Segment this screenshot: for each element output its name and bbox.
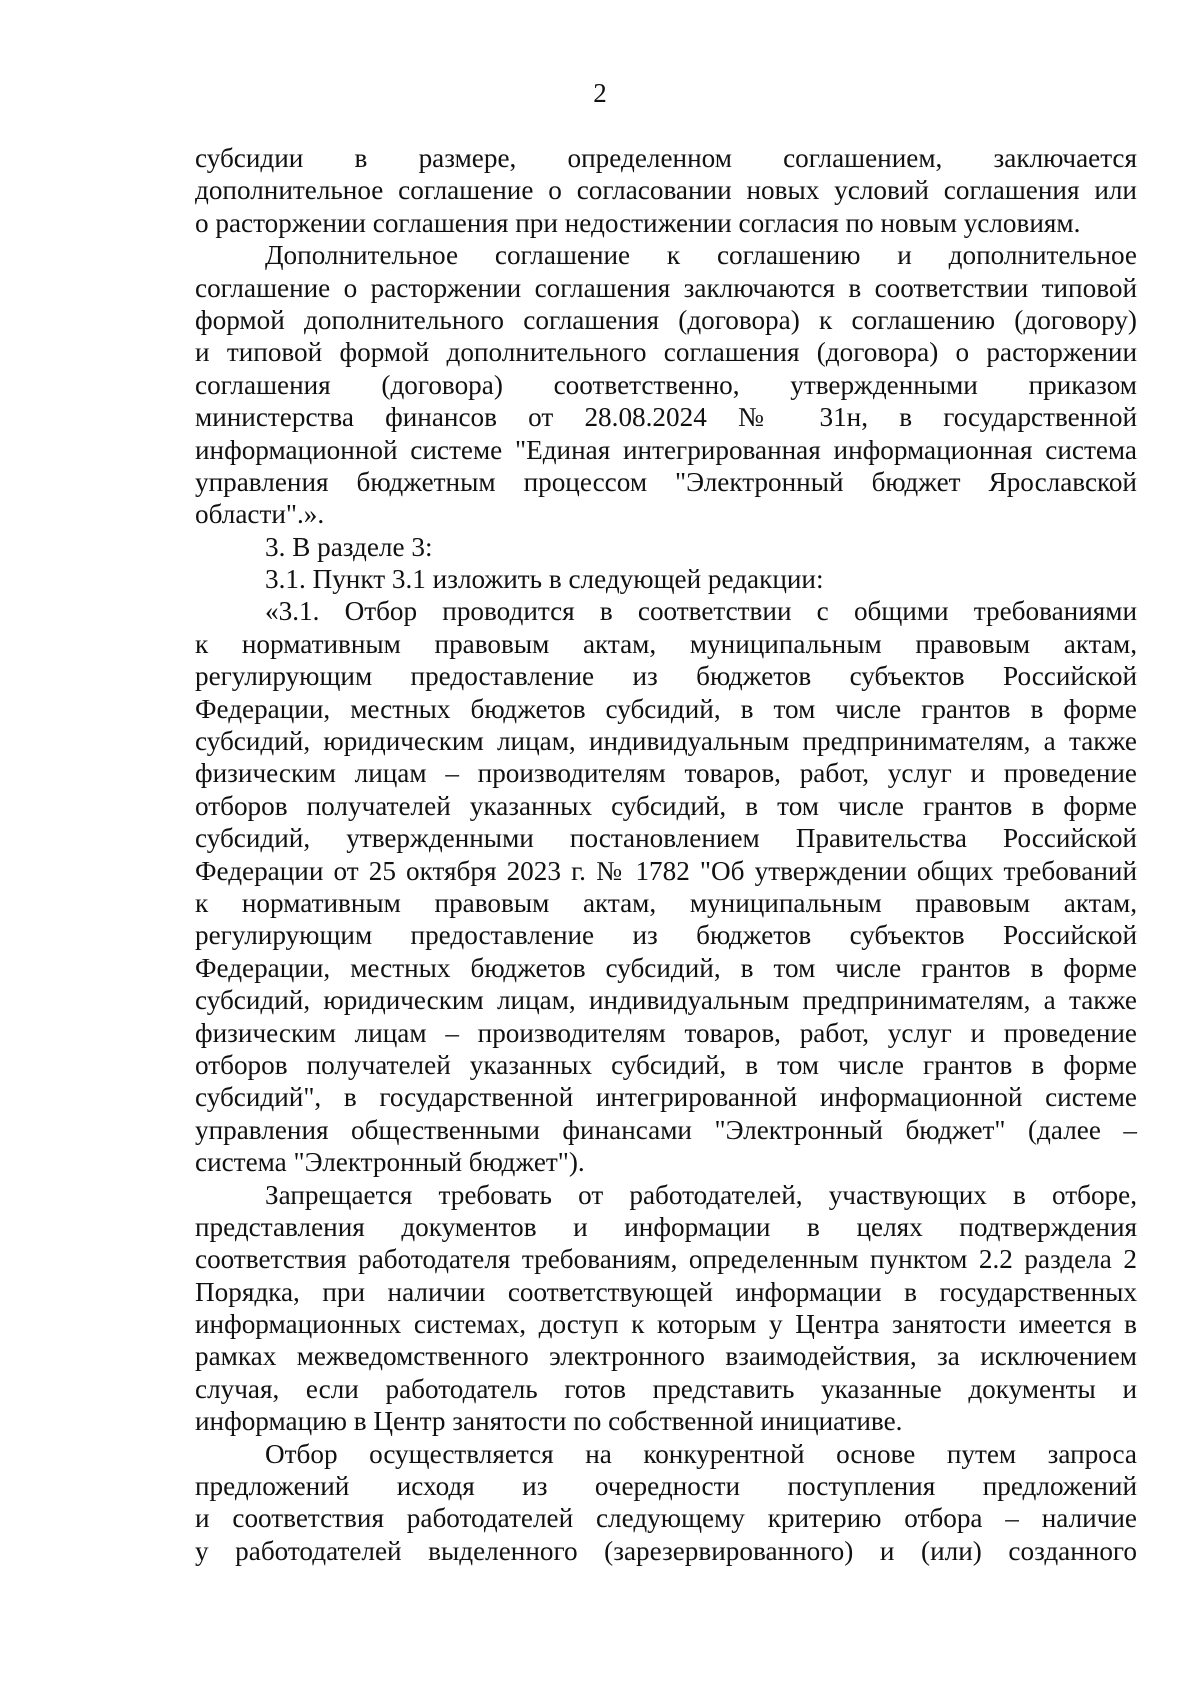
text-line: соглашение о расторжении соглашения заключаются в соответствии типовой — [195, 272, 1137, 303]
text-line: к нормативным правовым актам, муниципальным правовым актам, — [195, 628, 1137, 659]
text-line: «3.1. Отбор проводится в соответствии с общими требованиями — [265, 596, 1137, 627]
text-line: информационных системах, доступ к которым у Центра занятости имеется в — [195, 1309, 1137, 1340]
text-line: система "Электронный бюджет"). — [195, 1147, 585, 1178]
text-line: управления общественными финансами "Электронный бюджет" (далее – — [195, 1114, 1137, 1145]
text-line: информационной системе "Единая интегрированная информационная система — [195, 434, 1137, 465]
text-line: соответствия работодателя требованиям, определенным пунктом 2.2 раздела 2 — [195, 1244, 1137, 1275]
text-line: о расторжении соглашения при недостижении согласия по новым условиям. — [195, 207, 1081, 238]
text-line: управления бюджетным процессом "Электронный бюджет Ярославской — [195, 466, 1137, 497]
text-line: отборов получателей указанных субсидий, в том числе грантов в форме — [195, 1049, 1137, 1080]
text-line: Отбор осуществляется на конкурентной основе путем запроса — [265, 1438, 1137, 1469]
text-line: регулирующим предоставление из бюджетов субъектов Российской — [195, 661, 1137, 692]
text-line: субсидии в размере, определенном соглашением, заключается — [195, 143, 1137, 173]
text-line: Дополнительное соглашение к соглашению и дополнительное — [265, 240, 1137, 271]
text-line: субсидий, юридическим лицам, индивидуальным предпринимателям, а также — [195, 985, 1137, 1016]
document-body — [195, 142, 1137, 1567]
text-line: субсидий", в государственной интегрированной информационной системе — [195, 1082, 1137, 1113]
text-line: и типовой формой дополнительного соглашения (договора) о расторжении — [195, 337, 1137, 368]
text-line: области".». — [195, 499, 325, 530]
text-line: информацию в Центр занятости по собственной инициативе. — [195, 1406, 903, 1437]
text-line: случая, если работодатель готов представить указанные документы и — [195, 1373, 1137, 1404]
text-line: и соответствия работодателей следующему критерию отбора – наличие — [195, 1503, 1137, 1534]
text-line: представления документов и информации в целях подтверждения — [195, 1211, 1137, 1242]
text-line: соглашения (договора) соответственно, утвержденными приказом — [195, 369, 1137, 400]
text-line: рамках межведомственного электронного взаимодействия, за исключением — [195, 1341, 1137, 1372]
text-line: министерства финансов от 28.08.2024 № 31н, в государственной — [195, 402, 1137, 433]
text-line: физическим лицам – производителям товаров, работ, услуг и проведение — [195, 758, 1137, 789]
text-line: Федерации, местных бюджетов субсидий, в том числе грантов в форме — [195, 952, 1137, 983]
text-line: Запрещается требовать от работодателей, участвующих в отборе, — [265, 1179, 1137, 1210]
text-line: Федерации, местных бюджетов субсидий, в том числе грантов в форме — [195, 693, 1137, 724]
text-line: 3. В разделе 3: — [265, 531, 433, 562]
text-line: регулирующим предоставление из бюджетов субъектов Российской — [195, 920, 1137, 951]
text-line: дополнительное соглашение о согласовании новых условий соглашения или — [195, 175, 1137, 206]
text-line: Федерации от 25 октября 2023 г. № 1782 "Об утверждении общих требований — [195, 855, 1137, 886]
text-line: к нормативным правовым актам, муниципальным правовым актам, — [195, 887, 1137, 918]
text-line: физическим лицам – производителям товаров, работ, услуг и проведение — [195, 1017, 1137, 1048]
text-line: формой дополнительного соглашения (договора) к соглашению (договору) — [195, 304, 1137, 335]
text-line: субсидий, утвержденными постановлением Правительства Российской — [195, 823, 1137, 854]
text-line: субсидий, юридическим лицам, индивидуальным предпринимателям, а также — [195, 726, 1137, 757]
text-line: предложений исходя из очередности поступления предложений — [195, 1471, 1137, 1502]
text-line: у работодателей выделенного (зарезервированного) и (или) созданного — [195, 1535, 1137, 1566]
text-line: отборов получателей указанных субсидий, в том числе грантов в форме — [195, 790, 1137, 821]
text-line: 3.1. Пункт 3.1 изложить в следующей редакции: — [265, 564, 824, 595]
text-line: Порядка, при наличии соответствующей информации в государственных — [195, 1276, 1137, 1307]
page-number: 2 — [593, 78, 607, 108]
